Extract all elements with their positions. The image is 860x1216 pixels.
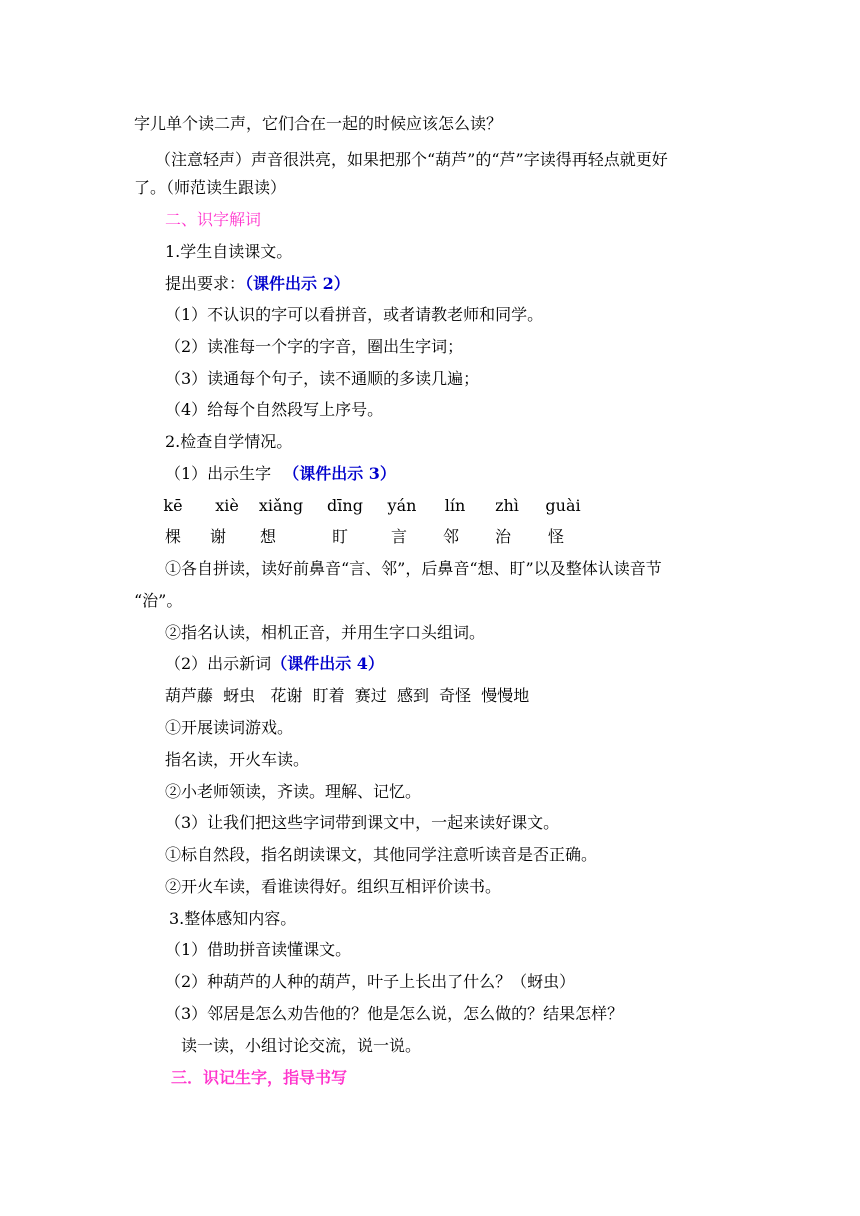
list-item: （2）种葫芦的人种的葫芦，叶子上长出了什么？（蚜虫） — [165, 972, 576, 991]
step-line: 1.学生自读课文。 — [165, 242, 293, 261]
list-item — [165, 654, 384, 674]
courseware-note: （课件出示 4） — [271, 654, 384, 673]
paragraph-line: ①标自然段，指名朗读课文，其他同学注意听读音是否正确。 — [165, 845, 598, 864]
section-heading: 三．识记生字，指导书写 — [171, 1068, 348, 1087]
paragraph-line: 指名读，开火车读。 — [165, 750, 310, 769]
list-item-label: （2）出示新词 — [165, 654, 272, 673]
pinyin: lín — [444, 496, 466, 515]
paragraph-line: 字儿单个读二声，它们合在一起的时候应该怎么读？ — [134, 114, 503, 133]
hanzi: 想 — [260, 527, 277, 546]
paragraph-line: ②开火车读，看谁读得好。组织互相评价读书。 — [165, 877, 502, 896]
paragraph-line: ②小老师领读，齐读。理解、记忆。 — [165, 782, 422, 801]
pinyin: dīng — [327, 496, 363, 515]
pinyin: yán — [387, 496, 417, 515]
word-list: 葫芦藤 蚜虫 花谢 盯着 赛过 感到 奇怪 慢慢地 — [165, 686, 530, 705]
hanzi: 怪 — [548, 527, 565, 546]
paragraph-line: ①各自拼读，读好前鼻音“言、邻”，后鼻音“想、盯”以及整体认读音节 — [165, 559, 662, 578]
pinyin: zhì — [495, 496, 519, 515]
list-item: （3）读通每个句子，读不通顺的多读几遍； — [165, 369, 480, 388]
step-line: 2.检查自学情况。 — [165, 432, 293, 451]
hanzi: 盯 — [332, 527, 349, 546]
paragraph-line: 读一读，小组讨论交流，说一说。 — [181, 1036, 422, 1055]
courseware-note: （课件出示 2） — [245, 274, 350, 293]
paragraph-line: 了。（师范读生跟读） — [134, 178, 287, 197]
hanzi: 治 — [495, 527, 512, 546]
requirement-line — [165, 274, 350, 294]
list-item: （2）读准每一个字的字音，圈出生字词； — [165, 337, 464, 356]
list-item: （3）让我们把这些字词带到课文中，一起来读好课文。 — [165, 813, 560, 832]
paragraph-line: “治”。 — [134, 591, 183, 610]
hanzi: 言 — [391, 527, 408, 546]
list-item: （1）不认识的字可以看拼音，或者请教老师和同学。 — [165, 305, 544, 324]
section-heading: 二、识字解词 — [165, 210, 262, 229]
pinyin: xiè — [215, 496, 239, 515]
hanzi: 邻 — [443, 527, 460, 546]
list-item: （1）借助拼音读懂课文。 — [165, 940, 352, 959]
pinyin: xiǎng — [258, 496, 304, 515]
hanzi: 棵 — [165, 527, 182, 546]
pinyin: kē — [163, 496, 183, 515]
list-item-label: （1）出示生字 — [165, 464, 272, 483]
step-line: 3.整体感知内容。 — [169, 909, 297, 928]
list-item: （3）邻居是怎么劝告他的？他是怎么说，怎么做的？结果怎样？ — [165, 1004, 624, 1023]
list-item: （4）给每个自然段写上序号。 — [165, 400, 384, 419]
courseware-note: （课件出示 3） — [283, 464, 396, 483]
list-item — [165, 464, 396, 484]
hanzi: 谢 — [210, 527, 227, 546]
paragraph-line: ②指名认读，相机正音，并用生字口头组词。 — [165, 623, 486, 642]
requirement-label: 提出要求： — [165, 274, 246, 293]
paragraph-line: （注意轻声）声音很洪亮，如果把那个“葫芦”的“芦”字读得再轻点就更好 — [155, 150, 668, 169]
pinyin: guài — [545, 496, 581, 515]
paragraph-line: ①开展读词游戏。 — [165, 718, 294, 737]
